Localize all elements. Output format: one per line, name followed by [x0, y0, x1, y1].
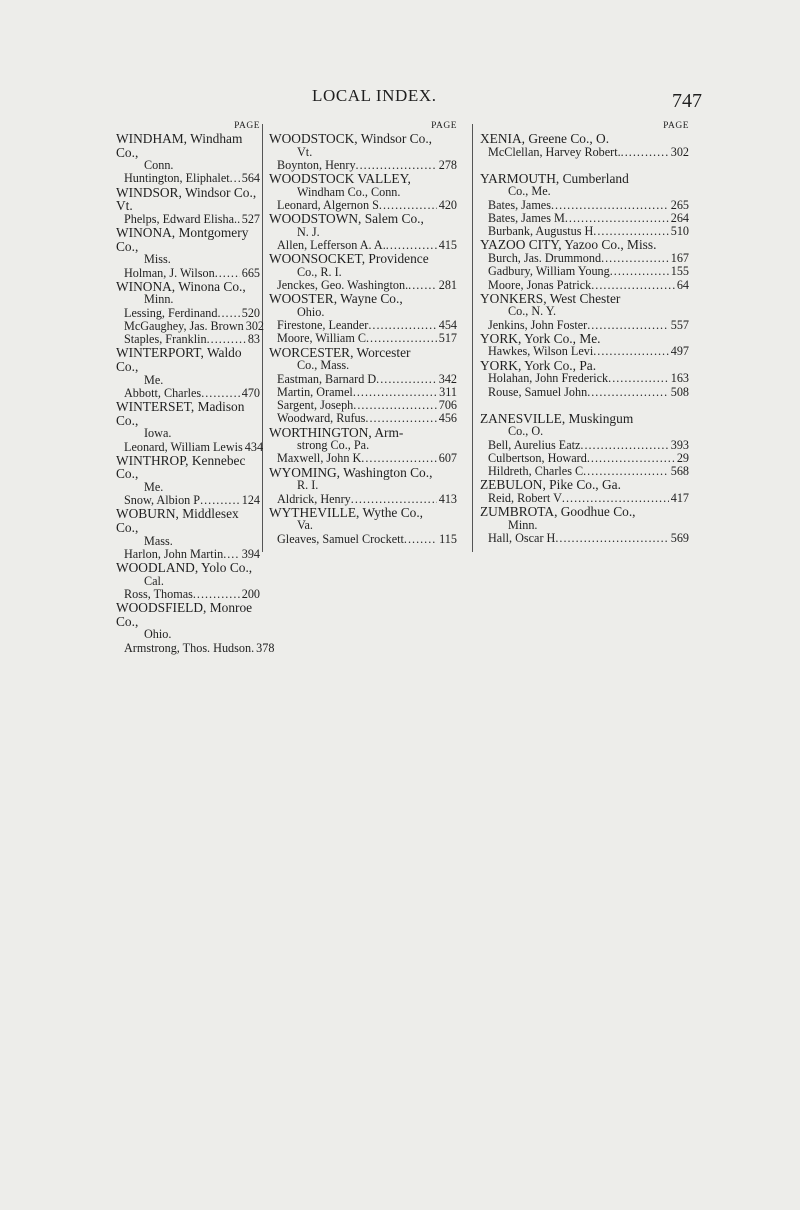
- entry-page: 278: [438, 157, 457, 172]
- entry-name: Martin, Oramel: [277, 384, 353, 399]
- entry-name: Armstrong, Thos. Hudson.: [124, 640, 255, 655]
- entry-page: 510: [670, 224, 689, 239]
- index-column-3: [480, 120, 689, 545]
- place-heading-continued: strong Co., Pa.: [297, 438, 370, 453]
- index-entry: [116, 213, 260, 226]
- index-entry: [116, 307, 260, 320]
- leader-dots: [217, 307, 239, 320]
- index-entry: [480, 212, 689, 225]
- entry-page: 264: [670, 210, 689, 225]
- entry-name: Phelps, Edward Elisha.: [124, 211, 238, 226]
- place-heading-continued: Ohio.: [297, 304, 325, 319]
- index-column-1: [116, 120, 275, 655]
- entry-name: Woodward, Rufus: [277, 411, 366, 426]
- index-entry: [269, 399, 457, 412]
- entry-name: Rouse, Samuel John: [488, 384, 588, 399]
- leader-dots: [610, 265, 669, 278]
- place-heading: WOODSTOCK, Windsor Co.,: [269, 131, 433, 146]
- entry-page: 281: [438, 278, 457, 293]
- place-heading-continued: Mass.: [144, 533, 173, 548]
- place-heading: WOBURN, Middlesex Co.,: [116, 506, 239, 536]
- index-entry: [269, 239, 457, 252]
- index-entry: [480, 386, 689, 399]
- entry-name: Maxwell, John K: [277, 451, 362, 466]
- place-heading: WYTHEVILLE, Wythe Co.,: [269, 504, 424, 520]
- entry-page: 394: [241, 546, 260, 561]
- entry-name: Jenkins, John Foster: [488, 317, 588, 332]
- page-column-label: PAGE: [431, 121, 457, 131]
- entry-page: 497: [670, 344, 689, 359]
- entry-page: 470: [241, 385, 260, 400]
- index-entry: [269, 319, 457, 332]
- entry-name: Huntington, Eliphalet: [124, 171, 230, 186]
- section-gap: [480, 159, 689, 172]
- place-heading-continued: Windham Co., Conn.: [297, 184, 401, 199]
- entry-name: Snow, Albion P: [124, 493, 201, 508]
- entry-name: Moore, Jonas Patrick: [488, 277, 592, 292]
- place-heading-continued: R. I.: [297, 478, 319, 493]
- place-heading: WOODSFIELD, Monroe Co.,: [116, 600, 253, 629]
- entry-name: Leonard, Algernon S: [277, 197, 379, 212]
- index-entry: [269, 332, 457, 345]
- index-entry: [480, 345, 689, 358]
- leader-dots: [565, 212, 669, 225]
- entry-page: 607: [438, 451, 457, 466]
- entry-page: 520: [241, 305, 260, 320]
- entry-name: Abbott, Charles: [124, 385, 202, 400]
- place-heading-continued: Va.: [297, 518, 313, 533]
- place-heading: XENIA, Greene Co., O.: [480, 131, 610, 146]
- entry-page: 302: [245, 318, 264, 333]
- leader-dots: [353, 399, 436, 412]
- place-heading-continued: Minn.: [144, 292, 174, 307]
- entry-page: 124: [241, 493, 260, 508]
- entry-page: 508: [670, 384, 689, 399]
- leader-dots: [223, 548, 240, 561]
- index-entry: [116, 588, 260, 601]
- entry-page: 568: [670, 464, 689, 479]
- place-heading: WORTHINGTON, Arm-: [269, 424, 404, 440]
- entry-page: 200: [241, 587, 260, 601]
- leader-dots: [591, 279, 675, 292]
- leader-dots: [386, 239, 437, 252]
- entry-page: 155: [670, 264, 689, 279]
- place-heading: WOODSTOCK VALLEY,: [269, 171, 411, 187]
- entry-name: Moore, William C: [277, 331, 366, 346]
- index-entry: [480, 452, 689, 465]
- index-entry: [480, 146, 689, 159]
- running-title: LOCAL INDEX.: [312, 86, 437, 105]
- entry-page: 302: [670, 144, 689, 159]
- place-heading-continued: Co., R. I.: [297, 264, 342, 279]
- index-entry: [480, 439, 689, 452]
- entry-page: 564: [241, 171, 260, 186]
- entry-page: 417: [670, 491, 689, 505]
- entry-name: Harlon, John Martin: [124, 546, 224, 561]
- place-heading-continued: Minn.: [508, 517, 538, 532]
- index-entry: [480, 319, 689, 332]
- index-entry: [269, 412, 457, 425]
- index-entry: [480, 279, 689, 292]
- entry-name: Gadbury, William Young: [488, 264, 610, 279]
- index-entry: [116, 439, 264, 454]
- place-heading-continued: Conn.: [144, 158, 174, 173]
- entry-page: 167: [670, 251, 689, 266]
- place-heading: YAZOO CITY, Yazoo Co., Miss.: [480, 237, 657, 253]
- entry-page: 163: [670, 371, 689, 386]
- place-heading-continued: Me.: [144, 372, 164, 387]
- entry-page: 64: [676, 277, 689, 292]
- place-heading: WOODLAND, Yolo Co.,: [116, 560, 253, 576]
- column-divider: [472, 124, 473, 552]
- place-heading-continued: Co., Mass.: [297, 358, 350, 373]
- leader-dots: [593, 225, 668, 238]
- entry-name: Burbank, Augustus H: [488, 224, 594, 239]
- entry-page: 517: [438, 331, 457, 346]
- entry-name: Lessing, Ferdinand: [124, 305, 218, 320]
- place-heading: WOONSOCKET, Providence: [269, 251, 429, 267]
- place-heading: WINONA, Winona Co.,: [116, 278, 246, 294]
- entry-name: Staples, Franklin: [124, 332, 207, 347]
- leader-dots: [593, 345, 668, 358]
- entry-page: 557: [670, 317, 689, 332]
- place-heading: WOODSTOWN, Salem Co.,: [269, 211, 424, 227]
- leader-dots: [366, 332, 437, 345]
- page-number: 747: [672, 90, 702, 112]
- index-entry: [116, 494, 260, 507]
- place-heading: YONKERS, West Chester: [480, 290, 621, 306]
- leader-dots: [230, 172, 240, 185]
- place-heading: WINTHROP, Kennebec Co.,: [116, 452, 246, 482]
- place-heading-continued: Ohio.: [144, 627, 172, 642]
- entry-page: 456: [438, 411, 457, 426]
- entry-name: Burch, Jas. Drummond: [488, 251, 602, 266]
- entry-page: 378: [256, 640, 275, 655]
- entry-name: Culbertson, Howard: [488, 450, 587, 465]
- leader-dots: [608, 372, 669, 385]
- leader-dots: [365, 412, 436, 425]
- leader-dots: [587, 386, 669, 399]
- entry-page: 393: [670, 437, 689, 452]
- entry-name: Bell, Aurelius Eatz: [488, 437, 581, 452]
- place-heading: ZUMBROTA, Goodhue Co.,: [480, 504, 636, 520]
- index-column-2: [269, 120, 457, 546]
- place-heading: WINDSOR, Windsor Co., Vt.: [116, 184, 257, 214]
- place-heading: ZEBULON, Pike Co., Ga.: [480, 477, 621, 493]
- place-heading: WYOMING, Washington Co.,: [269, 464, 433, 480]
- place-heading-continued: Co., Me.: [508, 184, 551, 199]
- entry-page: 527: [241, 211, 260, 226]
- leader-dots: [601, 252, 669, 265]
- place-heading: YORK, York Co., Me.: [480, 330, 601, 346]
- page-column-label: PAGE: [234, 121, 260, 131]
- leader-dots: [621, 146, 669, 159]
- place-heading-continued: N. J.: [297, 224, 320, 239]
- index-entry: [116, 172, 260, 185]
- index-entry: [116, 640, 275, 655]
- leader-dots: [379, 199, 437, 212]
- column-divider: [262, 124, 263, 552]
- leader-dots: [376, 373, 437, 386]
- leader-dots: [356, 159, 437, 172]
- place-heading-continued: Iowa.: [144, 426, 172, 441]
- leader-dots: [587, 452, 675, 465]
- entry-page: 665: [241, 265, 260, 280]
- entry-page: 434: [244, 439, 264, 454]
- index-entry: [116, 387, 260, 400]
- entry-name: Leonard, William Lewis: [124, 439, 243, 454]
- place-heading: YARMOUTH, Cumberland: [480, 170, 629, 186]
- place-heading: YORK, York Co., Pa.: [480, 357, 597, 373]
- entry-page: 265: [670, 197, 689, 212]
- entry-name: Bates, James: [488, 197, 551, 212]
- index-entry: [269, 199, 457, 212]
- page-column-label: PAGE: [663, 121, 689, 131]
- place-heading-continued: Co., O.: [508, 424, 544, 439]
- entry-name: Reid, Robert V: [488, 491, 562, 505]
- place-heading-continued: Me.: [144, 479, 164, 494]
- leader-dots: [207, 333, 246, 346]
- place-heading: WINTERPORT, Waldo Co.,: [116, 345, 242, 374]
- index-entry: [480, 372, 689, 385]
- place-heading: WINONA, Montgomery Co.,: [116, 225, 249, 254]
- section-gap: [480, 399, 689, 412]
- index-entry: [269, 373, 457, 386]
- index-entry: [116, 333, 260, 346]
- page-header: [0, 86, 800, 116]
- entry-page: 115: [439, 531, 457, 546]
- place-heading: WORCESTER, Worcester: [269, 344, 411, 360]
- index-entry: [480, 492, 689, 505]
- entry-page: 311: [439, 384, 457, 399]
- leader-dots: [408, 279, 437, 292]
- entry-name: Hildreth, Charles C: [488, 464, 584, 479]
- index-entry: [269, 493, 457, 506]
- entry-name: Gleaves, Samuel Crockett: [277, 531, 404, 546]
- entry-name: Ross, Thomas: [124, 587, 193, 601]
- entry-name: Holahan, John Frederick: [488, 371, 609, 386]
- entry-name: Hall, Oscar H: [488, 531, 556, 546]
- leader-dots: [562, 492, 669, 505]
- index-entry: [480, 225, 689, 238]
- place-heading-continued: Vt.: [297, 144, 313, 159]
- entry-page: 420: [438, 197, 457, 212]
- place-heading-continued: Miss.: [144, 252, 171, 267]
- entry-name: McGaughey, Jas. Brown: [124, 318, 244, 333]
- place-heading-continued: Co., N. Y.: [508, 304, 557, 319]
- entry-page: 342: [438, 371, 457, 386]
- entry-page: 454: [438, 318, 457, 333]
- leader-dots: [583, 465, 669, 478]
- place-heading: WOOSTER, Wayne Co.,: [269, 291, 403, 307]
- leader-dots: [368, 319, 436, 332]
- entry-name: Boynton, Henry: [277, 157, 356, 172]
- leader-dots: [201, 387, 240, 400]
- place-heading: ZANESVILLE, Muskingum: [480, 410, 634, 426]
- leader-dots: [200, 494, 240, 507]
- entry-page: 413: [438, 491, 457, 506]
- leader-dots: [361, 452, 436, 465]
- leader-dots: [551, 199, 669, 212]
- entry-name: Sargent, Joseph: [277, 398, 354, 413]
- leader-dots: [587, 319, 669, 332]
- place-heading: WINTERSET, Madison Co.,: [116, 399, 245, 428]
- entry-name: Allen, Lefferson A. A.: [277, 238, 386, 253]
- entry-name: Firestone, Leander: [277, 318, 369, 333]
- entry-page: 569: [670, 531, 689, 546]
- leader-dots: [580, 439, 668, 452]
- index-entry: [269, 279, 457, 292]
- leader-dots: [193, 588, 240, 601]
- index-entry: [480, 465, 689, 478]
- entry-name: Bates, James M: [488, 210, 565, 225]
- entry-page: 29: [676, 450, 689, 465]
- entry-name: Aldrick, Henry: [277, 491, 351, 506]
- entry-page: 415: [438, 238, 457, 253]
- leader-dots: [215, 267, 240, 280]
- index-entry: [116, 548, 260, 561]
- entry-name: Holman, J. Wilson: [124, 265, 215, 280]
- entry-name: McClellan, Harvey Robert.: [488, 144, 621, 159]
- index-entry: [269, 452, 457, 465]
- index-entry: [269, 386, 457, 399]
- index-entry: [116, 267, 260, 280]
- leader-dots: [555, 532, 668, 545]
- index-entry: [480, 532, 689, 545]
- entry-name: Jenckes, Geo. Washington.: [277, 278, 409, 293]
- place-heading: WINDHAM, Windham Co.,: [116, 131, 243, 160]
- index-entry: [480, 252, 689, 265]
- leader-dots: [353, 386, 437, 399]
- index-entry: [480, 265, 689, 278]
- index-entry: [269, 159, 457, 172]
- entry-name: Eastman, Barnard D: [277, 371, 377, 386]
- leader-dots: [351, 493, 437, 506]
- index-entry: [269, 533, 457, 546]
- place-heading-continued: Cal.: [144, 573, 164, 588]
- entry-page: 706: [438, 398, 457, 413]
- entry-name: Hawkes, Wilson Levi: [488, 344, 594, 359]
- index-entry: [480, 199, 689, 212]
- entry-page: 83: [247, 332, 260, 347]
- index-entry: [116, 318, 264, 333]
- leader-dots: [404, 533, 437, 546]
